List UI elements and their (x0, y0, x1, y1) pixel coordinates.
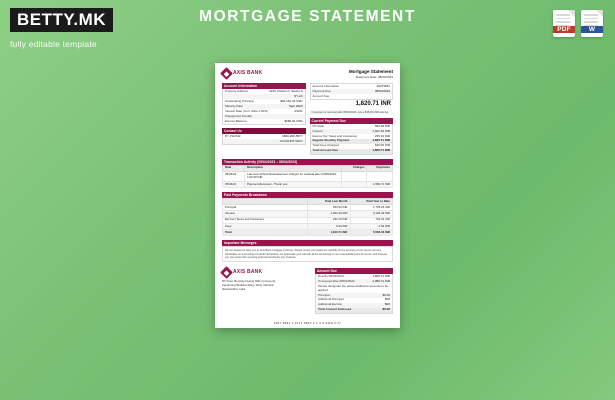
important-messages-section (222, 240, 393, 262)
statement-date-label: Statement Date: (355, 74, 378, 79)
row-label: Additional Escrow (318, 302, 342, 307)
row-value: 160.00 INR (374, 143, 390, 148)
row-value: 1,021.94 INR (372, 128, 390, 133)
statement-page[interactable] (215, 63, 400, 328)
cell-date: 05/04/24 (223, 181, 245, 187)
row-label: Total Amount Due (312, 148, 338, 153)
statement-date (349, 76, 393, 80)
col-charges: Charges (341, 165, 367, 171)
row-value: 20279691 (376, 84, 390, 89)
row-value: 4.50% (293, 108, 303, 113)
right-column (310, 83, 394, 154)
col-paid-ytd: Paid Year to Date (350, 198, 393, 204)
row-value: $282.04 USD (284, 118, 303, 123)
cell-category: Fees (223, 223, 308, 229)
brand-name: BETTY (17, 10, 74, 29)
row-label: Interest Rate (Curr. Rate 4.50%) (225, 108, 269, 113)
payment-due-rows (310, 124, 394, 155)
top-bar (0, 0, 615, 56)
row-label: BY PHONE (225, 133, 241, 138)
row-value: 2,080.71 INR (372, 278, 390, 283)
contact-rows (222, 134, 306, 145)
row-value: $0.00 (382, 307, 390, 312)
transaction-table (222, 165, 393, 188)
cell-ytd: 5,566.03 INR (350, 230, 393, 236)
transaction-activity-band: Transaction Activity (05/04/2023 – 08/04/2023) (222, 159, 393, 165)
cell-charges (341, 181, 367, 187)
table-row (311, 94, 393, 99)
account-info-band: Account Information (222, 83, 306, 89)
bank-logo (222, 69, 262, 78)
col-date: Date (223, 165, 245, 171)
cell-ytd: 3,128.44 INR (350, 211, 393, 217)
table-row (223, 119, 305, 124)
table-row (223, 139, 305, 144)
cell-category: Escrow (Taxes and Insurance) (223, 217, 308, 223)
row-value: $00 (384, 302, 390, 307)
table-row (316, 308, 392, 313)
row-value: $00 (384, 297, 390, 302)
coupon-rows (315, 274, 393, 313)
row-value: 1,820.71 INR (372, 138, 390, 143)
cell-category: Principal (223, 205, 308, 211)
row-label: Escrow Balance (225, 118, 247, 123)
pdf-icon-label: PDF (553, 26, 575, 33)
row-value: $64,151.43 USD (280, 98, 303, 103)
important-messages-text: We are pleased to have you as Axis Bank mortgage customer. Please review your statement carefully for the accuracy of our service and any clarification on accounting of overall transactions, we appreciate your call with all the accounting on our understanding and for tenure, and however you can contact the servicing professional directly any of advice. (222, 246, 393, 262)
row-label: If received after 08/04/2024 (318, 278, 355, 283)
bank-address-block (222, 268, 276, 313)
row-value: 563.48 INR (374, 123, 390, 128)
col-description: Description (245, 165, 342, 171)
row-value: 1,820.71 INR (372, 273, 390, 278)
row-label: Additional Principal (318, 297, 344, 302)
row-value: $0.00 (382, 292, 390, 297)
row-value: 08/04/2024 (374, 89, 390, 94)
cell-description: Payment Received - Thank you (245, 181, 342, 187)
cell-payments (367, 171, 393, 181)
row-value: 1,820.71 INR (372, 148, 390, 153)
bank-name: AXIS BANK (233, 70, 263, 77)
row-label: Escrow (for Taxes and Insurance) (312, 133, 358, 138)
cell-last-month: 1,810.71 INR (308, 230, 351, 236)
cell-category: Total (223, 230, 308, 236)
row-label: Amount Due (312, 93, 330, 98)
row-label: Principal (312, 123, 325, 128)
row-label: Total Amount Enclosed (318, 307, 352, 312)
table-row (223, 171, 393, 181)
cell-last-month: 0.00 INR (308, 223, 351, 229)
col-payments: Payments (367, 165, 393, 171)
table-row (223, 230, 393, 236)
past-payments-section (222, 192, 393, 236)
row-label: Payment Due (312, 89, 331, 94)
cell-last-month: 553.53 INR (308, 205, 351, 211)
address-line-3: Maharashtra, India (222, 287, 246, 292)
account-info-rows (222, 89, 306, 125)
axis-bank-logo-icon (220, 67, 233, 80)
row-value[interactable]: 1800-209-5577 (282, 133, 303, 138)
left-column (222, 83, 306, 154)
cell-category: Interest (223, 211, 308, 217)
payment-summary-rows (310, 83, 394, 100)
cell-last-month: 232.19 INR (308, 217, 351, 223)
row-label: Due By 08/04/2024 (318, 273, 344, 278)
table-row (223, 181, 393, 187)
amount-due-total: 1,820.71 INR (355, 101, 391, 108)
row-value: Sept 2029 (288, 103, 303, 108)
payment-due-band: Current Payment Due (310, 118, 394, 124)
address-line-1: 6th Floor, Bombay Dyeing Mills Compound, (222, 279, 276, 284)
cell-ytd: 1,735.25 INR (350, 205, 393, 211)
statement-title: Mortgage Statement (348, 69, 393, 74)
important-messages-band: Important Messages (222, 240, 393, 246)
contact-band: Contact Us (222, 128, 306, 134)
pdf-file-icon[interactable] (553, 10, 575, 37)
row-label: Prepayment Penalty (225, 113, 253, 118)
late-fee-notice: If payment is received after 08/04/2024, pay a $45.00 USD late fee. (310, 110, 394, 115)
row-label: Account Information (312, 84, 340, 89)
payment-coupon (315, 268, 393, 313)
coupon-band: Amount Due (315, 268, 393, 274)
cell-description: Late Fee without Reinstatement charges for residual after 03/09/2023, 1:00:30 INR (245, 171, 342, 181)
file-format-icons (553, 10, 603, 37)
axis-bank-logo-icon (220, 267, 233, 280)
row-value: NY-LS (293, 94, 303, 99)
address-line-2: Pandurang Budhkar Marg, Worli, Mumbai, (222, 283, 275, 288)
transaction-activity-section (222, 159, 393, 188)
row-label: Please designate the below additional amounts to be applied (318, 283, 389, 292)
cell-charges (341, 171, 367, 181)
word-file-icon[interactable] (581, 10, 603, 37)
statement-footer (222, 268, 393, 313)
row-value: ACCOUNT INFO (279, 138, 303, 143)
brand-tagline: fully editable template (10, 39, 97, 49)
statement-header (222, 69, 393, 79)
statement-date-value: 08/04/2024 (377, 74, 393, 79)
barcode-number: 2027 9691 1 4171 0810 2 1 4 0 3110 2 27 (273, 320, 342, 325)
footer-bank-logo (222, 268, 276, 277)
cell-date: 05/04/24 (223, 171, 245, 181)
table-row (316, 284, 392, 293)
word-icon-label: W (581, 26, 603, 33)
cell-ytd: 0.00 INR (350, 223, 393, 229)
cell-ytd: 702.34 INR (350, 217, 393, 223)
footer-bank-name: AXIS BANK (233, 269, 263, 276)
row-label: Property Address (225, 89, 249, 94)
row-value: 235.19 INR (374, 133, 390, 138)
table-row (311, 149, 393, 154)
row-label: Regular Monthly Payment (312, 138, 350, 143)
col-paid-last-month: Paid Last Month (308, 198, 351, 204)
row-label: Principal (318, 292, 330, 297)
past-payments-table (222, 198, 393, 236)
row-label: Outstanding Principal (225, 98, 254, 103)
cell-last-month: 1,021.94 INR (308, 211, 351, 217)
row-label: Total Fees Charged (312, 143, 339, 148)
page-title: MORTGAGE STATEMENT (199, 8, 416, 25)
past-payments-band: Past Payments Breakdown (222, 192, 393, 198)
row-value: 1235, Pocket C, Sector 9 (269, 89, 303, 94)
cell-payments: 1,580.71 INR (367, 181, 393, 187)
row-label: Interest (312, 128, 323, 133)
brand-suffix: .MK (73, 10, 107, 29)
top-columns (222, 83, 393, 154)
statement-title-block (349, 69, 393, 79)
row-label: Maturity Date (225, 103, 243, 108)
